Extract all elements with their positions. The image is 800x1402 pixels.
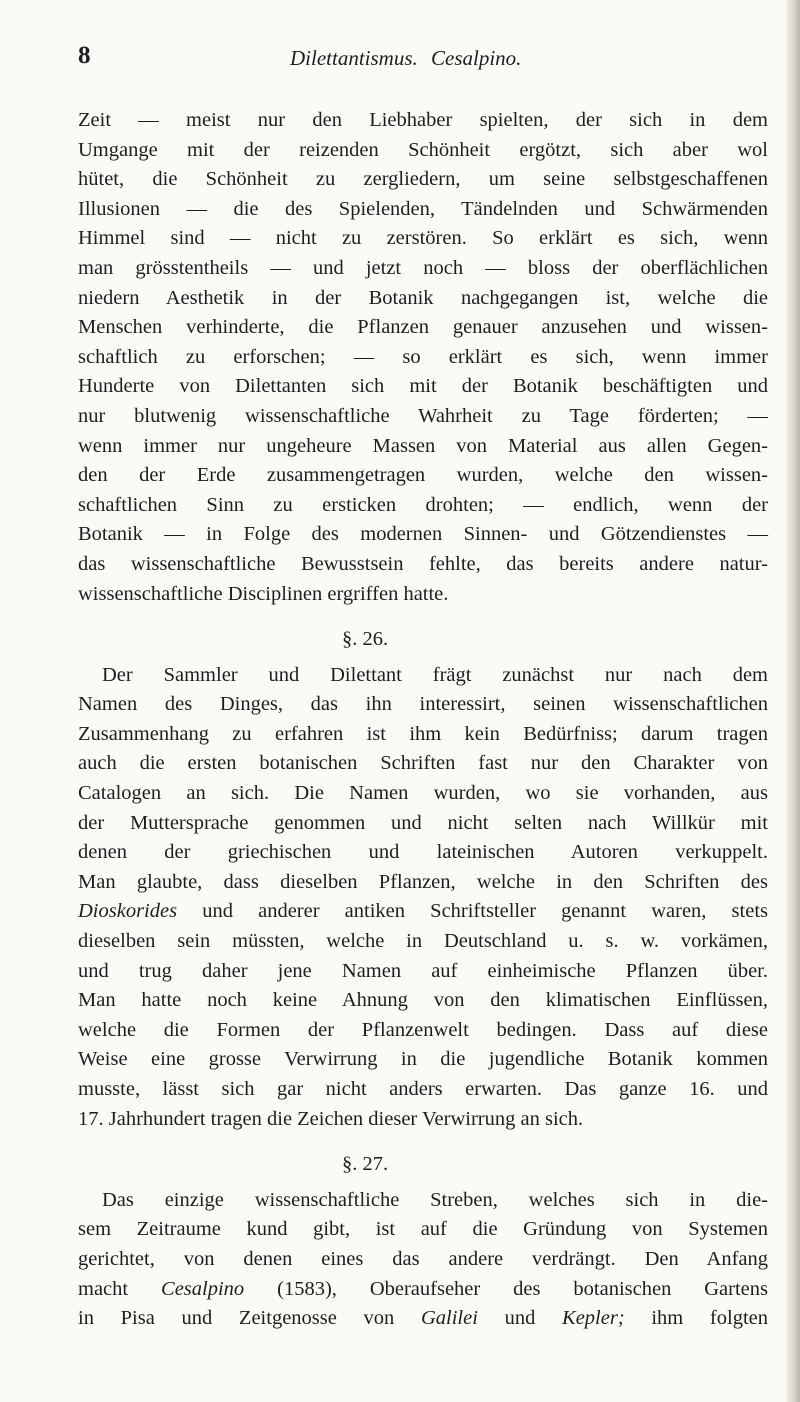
text-fragment: ihm folgten (624, 1307, 768, 1330)
italic-name-kepler: Kepler; (562, 1307, 625, 1330)
running-head-left: Dilettantismus. (290, 46, 418, 70)
text-line: Das einzige wissenschaftliche Streben, welches sich in die- (102, 1188, 768, 1211)
text-line: denen der griechischen und lateinischen Autoren verkuppelt. (78, 841, 768, 864)
italic-name-galilei: Galilei (420, 1307, 478, 1330)
text-line: Zusammenhang zu erfahren ist ihm kein Bedürfniss; darum tragen (78, 722, 768, 745)
text-line: Catalogen an sich. Die Namen wurden, wo sie vorhanden, aus (78, 782, 768, 805)
text-fragment: und anderer antiken Schriftsteller genannt waren, stets (177, 900, 768, 923)
text-line: Himmel sind — nicht zu zerstören. So erklärt es sich, wenn (78, 227, 768, 250)
text-fragment: (1583), Oberaufseher des botanischen Gartens (244, 1277, 769, 1300)
text-line: 17. Jahrhundert tragen die Zeichen dieser Verwirrung an sich. (78, 1107, 584, 1130)
text-line: musste, lässt sich gar nicht anders erwarten. Das ganze 16. und (78, 1078, 768, 1100)
paragraph-section-26 (78, 661, 768, 1135)
text-line: man grösstentheils — und jetzt noch — bloss der oberflächlichen (78, 256, 768, 279)
page-header (78, 42, 768, 76)
text-line: Man glaubte, dass dieselben Pflanzen, welche in den Schriften des (78, 870, 768, 893)
text-line: und trug daher jene Namen auf einheimische Pflanzen über. (78, 959, 768, 982)
paragraph-1 (78, 106, 768, 609)
text-fragment: und (477, 1307, 563, 1330)
text-line: der Muttersprache genommen und nicht selten nach Willkür mit (78, 811, 768, 834)
body-text (78, 106, 768, 1334)
text-line: schaftlichen Sinn zu ersticken drohten; — endlich, wenn der (78, 493, 768, 516)
text-line: Der Sammler und Dilettant frägt zunächst nur nach dem (102, 663, 768, 686)
text-line: schaftlich zu erforschen; — so erklärt es sich, wenn immer (78, 345, 768, 368)
text-line: Menschen verhinderte, die Pflanzen genauer anzusehen und wissen- (78, 316, 768, 339)
text-line: niedern Aesthetik in der Botanik nachgegangen ist, welche die (78, 286, 768, 309)
paragraph-section-27 (78, 1186, 768, 1334)
page-number: 8 (78, 42, 91, 69)
text-fragment: macht (78, 1277, 162, 1300)
section-heading-27: §. 27. (342, 1153, 389, 1176)
book-page (78, 42, 768, 1334)
running-head (290, 46, 529, 71)
text-line: Botanik — in Folge des modernen Sinnen- und Götzendienstes — (78, 523, 768, 546)
text-line: Namen des Dinges, das ihn interessirt, seinen wissenschaftlichen (78, 693, 768, 716)
text-line: dieselben sein müssten, welche in Deutschland u. s. w. vorkämen, (78, 930, 768, 953)
text-line: das wissenschaftliche Bewusstsein fehlte, das bereits andere natur- (78, 552, 768, 575)
text-line: nur blutwenig wissenschaftliche Wahrheit zu Tage förderten; — (78, 404, 768, 427)
text-line: Illusionen — die des Spielenden, Tändelnden und Schwärmenden (78, 197, 768, 220)
section-heading-26: §. 26. (342, 628, 389, 651)
text-line: Hunderte von Dilettanten sich mit der Botanik beschäftigten und (78, 375, 768, 398)
text-line-with-italic (78, 1275, 768, 1305)
text-line: Umgange mit der reizenden Schönheit ergötzt, sich aber wol (78, 138, 768, 161)
text-line: gerichtet, von denen eines das andere verdrängt. Den Anfang (78, 1247, 768, 1270)
text-fragment: in Pisa und Zeitgenosse von (78, 1307, 421, 1330)
italic-name-dioskorides: Dioskorides (78, 900, 178, 923)
text-line: welche die Formen der Pflanzenwelt bedingen. Dass auf diese (78, 1018, 768, 1041)
text-line: Zeit — meist nur den Liebhaber spielten, der sich in dem (78, 109, 768, 131)
text-line: Man hatte noch keine Ahnung von den klimatischen Einflüssen, (78, 989, 768, 1012)
text-line-with-italic (78, 1304, 768, 1334)
running-head-right: Cesalpino. (431, 46, 522, 70)
text-line: Weise eine grosse Verwirrung in die jugendliche Botanik kommen (78, 1048, 768, 1071)
text-line: sem Zeitraume kund gibt, ist auf die Gründung von Systemen (78, 1218, 768, 1241)
text-line-with-italic (78, 897, 768, 927)
italic-name-cesalpino: Cesalpino (161, 1277, 245, 1300)
page-edge-shadow (786, 0, 800, 1402)
text-line: wenn immer nur ungeheure Massen von Material aus allen Gegen- (78, 434, 768, 457)
text-line: den der Erde zusammengetragen wurden, welche den wissen- (78, 464, 768, 487)
text-line: hütet, die Schönheit zu zergliedern, um seine selbstgeschaffenen (78, 168, 768, 191)
text-line: auch die ersten botanischen Schriften fast nur den Charakter von (78, 752, 768, 775)
text-line: wissenschaftliche Disciplinen ergriffen hatte. (78, 582, 449, 605)
